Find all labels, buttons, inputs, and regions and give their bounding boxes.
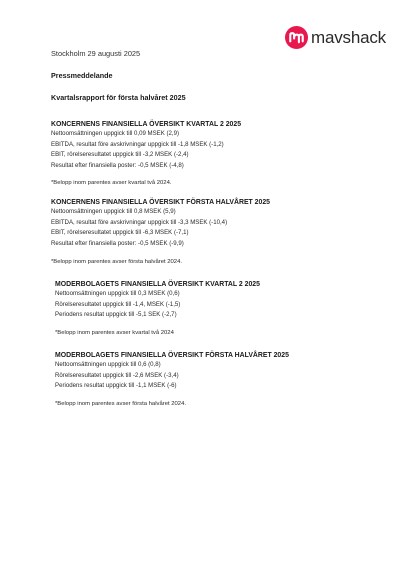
section-items (51, 207, 270, 249)
dateline: Stockholm 29 augusti 2025 (51, 49, 141, 58)
footnote: *Belopp inom parentes avser första halvåret 2024. (51, 259, 182, 265)
list-item: Resultat efter finansiella poster: -0,5 MSEK (-9,9) (51, 239, 184, 247)
section-items (51, 129, 241, 171)
press-release-label: Pressmeddelande (51, 71, 113, 80)
list-item: Periodens resultat uppgick till -5,1 SEK (-2,7) (55, 311, 177, 319)
mavshack-logo-icon (285, 26, 308, 49)
list-item: Nettoomsättningen uppgick till 0,6 (0,8) (55, 361, 161, 368)
list-item: Nettoomsättningen uppgick till 0,09 MSEK (2,9) (51, 130, 180, 137)
section-parent-q2 (55, 280, 260, 321)
list-item: Resultat efter finansiella poster: -0,5 MSEK (-4,8) (51, 161, 184, 169)
list-item: Rörelseresultatet uppgick till -2,6 MSEK (-3,4) (55, 371, 179, 379)
document-title: Kvartalsrapport för första halvåret 2025 (51, 93, 186, 102)
section-heading: KONCERNENS FINANSIELLA ÖVERSIKT KVARTAL 2 2025 (51, 121, 242, 128)
section-heading: MODERBOLAGETS FINANSIELLA ÖVERSIKT FÖRSTA HALVÅRET 2025 (55, 352, 289, 359)
list-item: Periodens resultat uppgick till -1,1 MSEK (-6) (55, 382, 177, 390)
section-items (55, 289, 260, 321)
list-item: EBIT, rörelseresultatet uppgick till -6,3 MSEK (-7,1) (51, 229, 189, 237)
footnote: *Belopp inom parentes avser kvartal två 2024 (55, 330, 174, 336)
footnote: *Belopp inom parentes avser första halvåret 2024. (55, 401, 186, 407)
list-item: EBITDA, resultat före avskrivningar uppgick till -1,8 MSEK (-1,2) (51, 140, 224, 148)
list-item: EBIT, rörelseresultatet uppgick till -3,2 MSEK (-2,4) (51, 151, 189, 159)
list-item: Nettoomsättningen uppgick till 0,3 MSEK (0,6) (55, 290, 180, 297)
section-group-q2 (51, 120, 241, 171)
company-logo (285, 26, 386, 49)
section-group-h1 (51, 198, 270, 249)
list-item: Nettoomsättningen uppgick till 0,8 MSEK (5,9) (51, 208, 176, 215)
brand-name: mavshack (311, 27, 386, 47)
footnote: *Belopp inom parentes avser kvartal två 2024. (51, 180, 172, 186)
section-heading: KONCERNENS FINANSIELLA ÖVERSIKT FÖRSTA HALVÅRET 2025 (51, 199, 270, 206)
section-items (55, 360, 289, 392)
list-item: Rörelseresultatet uppgick till -1,4, MSEK (-1,5) (55, 300, 181, 308)
section-parent-h1 (55, 351, 289, 392)
list-item: EBITDA, resultat före avskrivningar uppgick till -3,3 MSEK (-10,4) (51, 218, 228, 226)
section-heading: MODERBOLAGETS FINANSIELLA ÖVERSIKT KVARTAL 2 2025 (55, 281, 260, 288)
